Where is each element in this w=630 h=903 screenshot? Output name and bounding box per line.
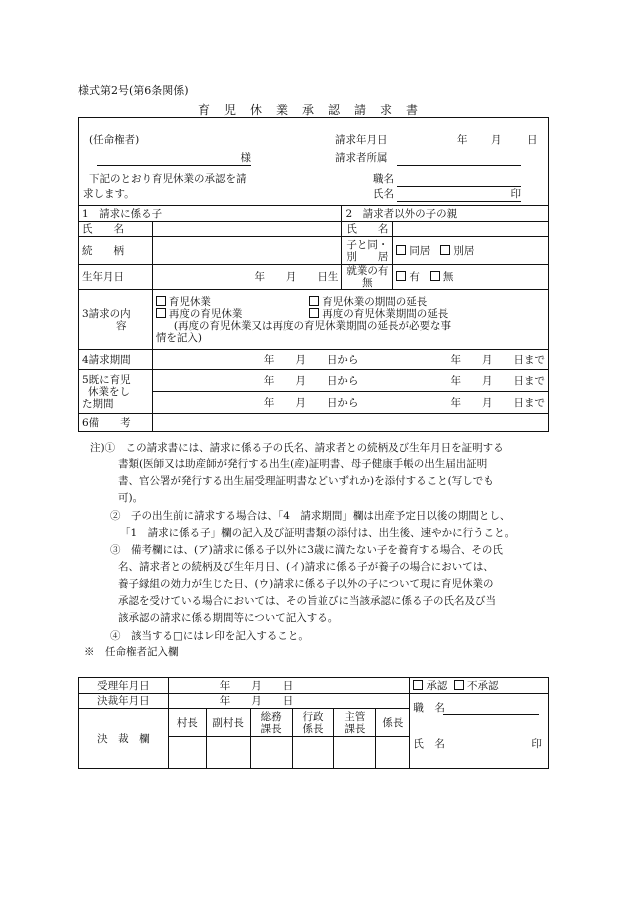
note-3-line-1: ③ 備考欄には、(ア)請求に係る子以外に3歳に満たない子を養育する場合、その氏 bbox=[110, 544, 503, 556]
position-field[interactable] bbox=[397, 173, 521, 187]
cohab-separate-checkbox[interactable] bbox=[440, 245, 450, 255]
child-name-field[interactable] bbox=[152, 222, 342, 237]
date-year: 年 bbox=[457, 134, 468, 146]
cohabitation-label: 子と同・ 別 居 bbox=[342, 237, 393, 265]
opt1-checkbox[interactable] bbox=[156, 296, 166, 306]
decided-date-label: 決裁年月日 bbox=[79, 694, 169, 709]
approval-options bbox=[410, 678, 549, 694]
opt-note-2: 情を記入) bbox=[155, 331, 203, 344]
manager-stamp[interactable] bbox=[334, 737, 376, 769]
decided-date-field[interactable]: 年 月 日 bbox=[168, 694, 410, 709]
approval-table bbox=[78, 677, 549, 769]
approver-position-label: 職 名 bbox=[413, 702, 445, 714]
vice-mayor-header: 副村長 bbox=[206, 709, 250, 737]
emp-no-label: 無 bbox=[442, 271, 454, 283]
appointer-label: (任命権者) bbox=[89, 134, 140, 146]
received-date-field[interactable]: 年 月 日 bbox=[168, 678, 410, 694]
decision-column-label: 決 裁 欄 bbox=[79, 709, 169, 769]
chief-header: 係長 bbox=[376, 709, 410, 737]
period-field[interactable]: 年 月 日から 年 月 日まで bbox=[152, 350, 548, 370]
cohab-same-checkbox[interactable] bbox=[396, 245, 406, 255]
note-3-line-5: 該承認の請求に係る期間等について記入する。 bbox=[118, 612, 339, 624]
remarks-field[interactable] bbox=[152, 414, 548, 432]
form-title: 育児休業承認請求書 bbox=[197, 103, 432, 117]
received-date-label: 受理年月日 bbox=[79, 678, 169, 694]
remarks-label: 6備 考 bbox=[79, 414, 153, 432]
approve-checkbox[interactable] bbox=[413, 680, 423, 690]
section-1-header: 1 請求に係る子 bbox=[79, 206, 342, 222]
approve-label: 承認 bbox=[426, 679, 448, 692]
approver-position-field[interactable] bbox=[443, 702, 539, 715]
relation-label: 続 柄 bbox=[79, 237, 153, 265]
emp-no-checkbox[interactable] bbox=[430, 271, 440, 281]
content-options: 育児休業 育児休業の期間の延長 再度の育児休業 再度の育児休業期間の延長 (再度の育児休業又は再度の育児休業期間の延長が必要な事 情を記入) bbox=[152, 290, 548, 350]
intro-line-1: 下記のとおり育児休業の承認を請 bbox=[89, 173, 247, 185]
cohabitation-options bbox=[393, 237, 549, 265]
request-form-table bbox=[78, 117, 549, 432]
relation-field[interactable] bbox=[152, 237, 342, 265]
manager-header: 主管 課長 bbox=[334, 709, 376, 737]
request-header-box bbox=[79, 118, 549, 206]
mayor-stamp[interactable] bbox=[168, 737, 206, 769]
previous-leave-row-1[interactable]: 年 月 日から 年 月 日まで bbox=[152, 370, 548, 392]
note-3-line-3: 養子縁組の効力が生じた日、(ウ)請求に係る子以外の子について現に育児休業の bbox=[118, 578, 494, 590]
note-1-line-4: 可)。 bbox=[118, 492, 144, 504]
period-label: 4請求期間 bbox=[79, 350, 153, 370]
note-3-line-4: 承認を受けている場合においては、その旨並びに当該承認に係る子の氏名及び当 bbox=[118, 595, 496, 607]
note-3-line-2: 名、請求者との続柄及び生年月日、(イ)請求に係る子が養子の場合においては、 bbox=[118, 561, 494, 573]
disapprove-label: 不承認 bbox=[467, 679, 499, 692]
note-2-line-2: 「1 請求に係る子」欄の記入及び証明書類の添付は、出生後、速やかに行うこと。 bbox=[120, 527, 516, 539]
administration-stamp[interactable] bbox=[292, 737, 334, 769]
seal-mark: 印 bbox=[510, 188, 521, 200]
date-month: 月 bbox=[491, 134, 502, 146]
approver-seal: 印 bbox=[531, 738, 542, 750]
administration-header: 行政 係長 bbox=[292, 709, 334, 737]
general-affairs-header: 総務 課長 bbox=[250, 709, 292, 737]
previous-leave-label: 5既に育児 休業をし た期間 bbox=[79, 370, 153, 414]
general-affairs-stamp[interactable] bbox=[250, 737, 292, 769]
opt-note-1: (再度の育児休業又は再度の育児休業期間の延長が必要な事 bbox=[173, 319, 452, 332]
birth-field[interactable]: 年 月 日生 bbox=[152, 265, 342, 290]
parent-name-label: 氏 名 bbox=[342, 222, 393, 237]
parent-name-field[interactable] bbox=[393, 222, 549, 237]
appointer-name-field[interactable] bbox=[97, 152, 251, 166]
position-label: 職名 bbox=[373, 173, 394, 185]
vice-mayor-stamp[interactable] bbox=[206, 737, 250, 769]
opt3-checkbox[interactable] bbox=[156, 308, 166, 318]
note-4: ④ 該当する□にはレ印を記入すること。 bbox=[110, 630, 309, 642]
note-1-line-1: 注)① この請求書には、請求に係る子の氏名、請求者との続柄及び生年月日を証明する bbox=[90, 442, 504, 454]
section-2-header: 2 請求者以外の子の親 bbox=[342, 206, 549, 222]
birth-label: 生年月日 bbox=[79, 265, 153, 290]
approver-signature-box bbox=[410, 694, 549, 769]
opt2-checkbox[interactable] bbox=[309, 296, 319, 306]
emp-yes-checkbox[interactable] bbox=[396, 271, 406, 281]
appointer-section-label: ※ 任命権者記入欄 bbox=[84, 646, 179, 658]
name-label: 氏名 bbox=[373, 188, 394, 200]
cohab-separate-label: 別居 bbox=[453, 244, 475, 257]
intro-line-2: 求します。 bbox=[83, 188, 135, 200]
employment-options bbox=[393, 265, 549, 290]
opt4-checkbox[interactable] bbox=[309, 308, 319, 318]
child-name-label: 氏 名 bbox=[79, 222, 153, 237]
employment-label: 就業の有無 bbox=[342, 265, 393, 290]
emp-yes-label: 有 bbox=[409, 271, 420, 283]
note-2-line-1: ② 子の出生前に請求する場合は、「4 請求期間」欄は出産予定日以後の期間とし、 bbox=[110, 510, 511, 522]
note-1-line-3: 書、官公署が発行する出生届受理証明書などいずれか)を添付すること(写しでも bbox=[118, 475, 494, 487]
affiliation-field[interactable] bbox=[397, 152, 521, 166]
chief-stamp[interactable] bbox=[376, 737, 410, 769]
cohab-same-label: 同居 bbox=[409, 244, 431, 257]
previous-leave-row-2[interactable]: 年 月 日から 年 月 日まで bbox=[152, 392, 548, 414]
content-label: 3請求の内 容 bbox=[79, 290, 153, 350]
mayor-header: 村長 bbox=[168, 709, 206, 737]
name-field[interactable] bbox=[397, 188, 521, 202]
approver-name-label: 氏 名 bbox=[413, 738, 445, 750]
disapprove-checkbox[interactable] bbox=[454, 680, 464, 690]
sama-label: 様 bbox=[240, 152, 251, 164]
date-day: 日 bbox=[527, 134, 538, 146]
note-1-line-2: 書類(医師又は助産師が発行する出生(産)証明書、母子健康手帳の出生届出証明 bbox=[118, 458, 488, 470]
request-date-label: 請求年月日 bbox=[335, 134, 388, 146]
form-number: 様式第2号(第6条関係) bbox=[78, 84, 189, 97]
affiliation-label: 請求者所属 bbox=[335, 152, 388, 164]
